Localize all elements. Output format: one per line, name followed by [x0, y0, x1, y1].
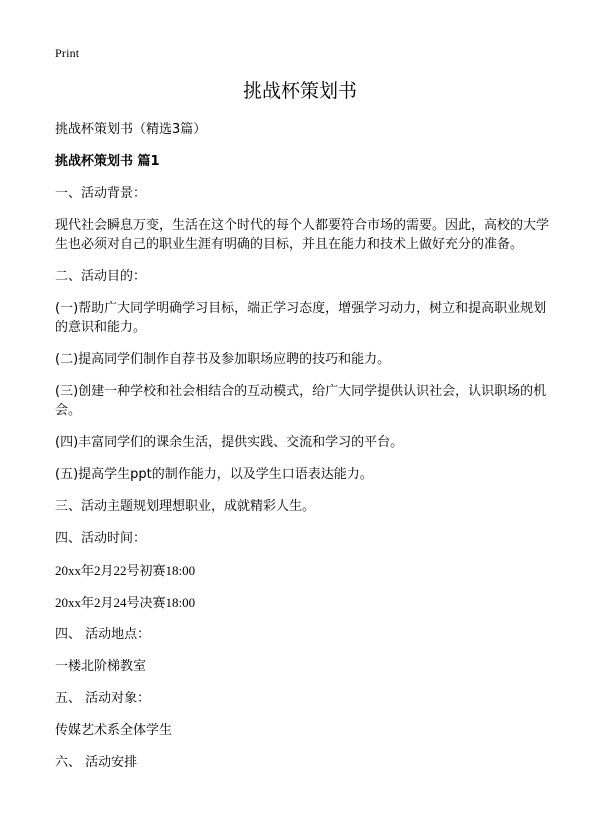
paragraph: 四、活动时间：: [55, 531, 147, 546]
section-heading: 挑战杯策划书 篇1: [55, 154, 160, 169]
paragraph: 一、活动背景：: [55, 186, 147, 201]
paragraph: (一)帮助广大同学明确学习目标，端正学习态度，增强学习动力，树立和提高职业规划的意识和能力。: [55, 301, 547, 335]
paragraph: 四、 活动地点：: [55, 627, 151, 642]
document-subtitle: 挑战杯策划书（精选3篇）: [55, 122, 207, 137]
paragraph: 现代社会瞬息万变，生活在这个时代的每个人都要符合市场的需要。因此，高校的大学生也必须对自己的职业生涯有明确的目标，并且在能力和技术上做好充分的准备。: [55, 218, 550, 252]
paragraph: (五)提高学生ppt的制作能力，以及学生口语表达能力。: [55, 467, 373, 482]
paragraph: 五、 活动对象：: [55, 691, 151, 706]
paragraph: (二)提高同学们制作自荐书及参加职场应聘的技巧和能力。: [55, 352, 391, 367]
document-title: 挑战杯策划书: [242, 80, 357, 102]
paragraph: 传媒艺术系全体学生: [55, 723, 173, 738]
paragraph: 20xx年2月22号初赛18:00: [55, 563, 196, 578]
paragraph: 20xx年2月24号决赛18:00: [55, 595, 196, 610]
paragraph: 三、活动主题规划理想职业，成就精彩人生。: [55, 499, 316, 514]
paragraph: (四)丰富同学们的课余生活，提供实践、交流和学习的平台。: [55, 435, 404, 450]
paragraph: 二、活动目的：: [55, 269, 147, 284]
document-body: [55, 120, 555, 785]
paragraph: 六、 活动安排: [55, 755, 138, 770]
paragraph: 一楼北阶梯教室: [55, 659, 147, 674]
paragraph: (三)创建一种学校和社会相结合的互动模式，给广大同学提供认识社会，认识职场的机会。: [55, 384, 547, 418]
print-label: Print: [55, 46, 80, 60]
